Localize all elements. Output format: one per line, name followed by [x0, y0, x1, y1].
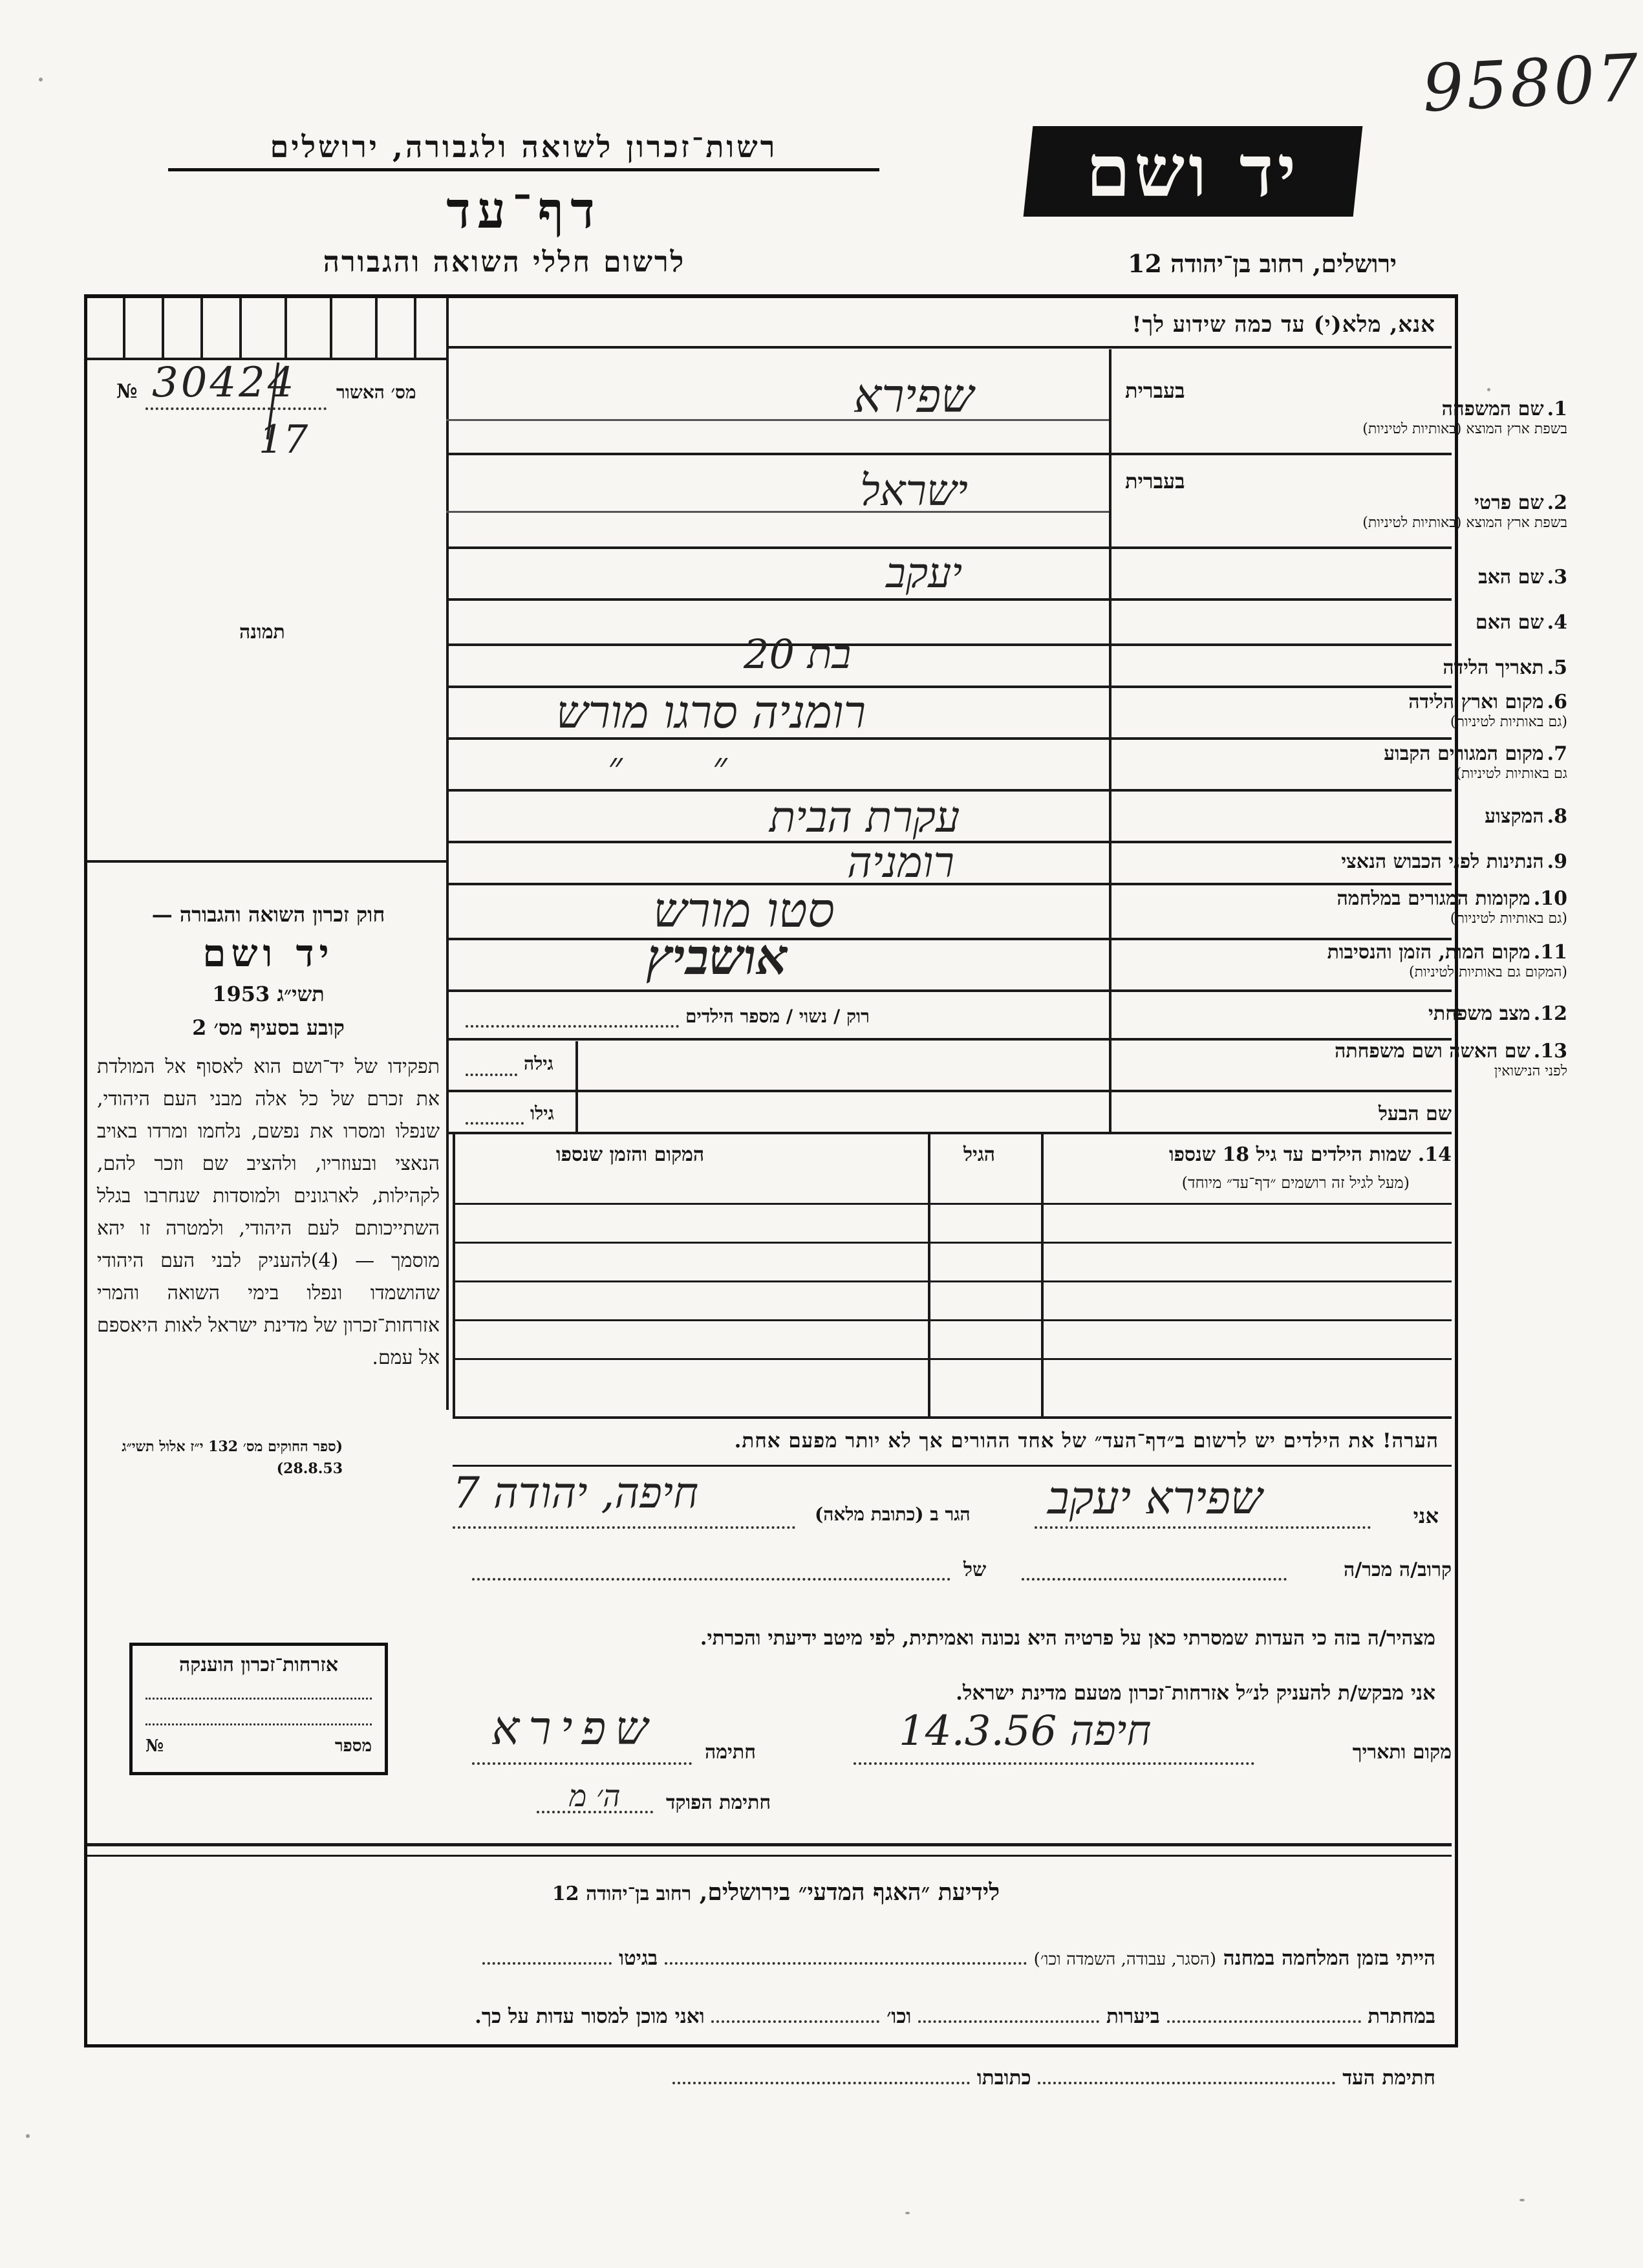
- declarant-address: חיפה, יהודה 7: [453, 1468, 699, 1518]
- field-num: 13.: [1533, 1040, 1567, 1063]
- field-num: 4.: [1547, 611, 1567, 634]
- field-sub: (גם באותיות לטיניות): [1450, 714, 1567, 730]
- field-wife-name: [1218, 1040, 1567, 1079]
- citizenship-no-symbol: №: [145, 1736, 164, 1756]
- field-label: שם המשפחה: [1441, 398, 1544, 420]
- field-sub: לפני הנישואין: [1494, 1063, 1567, 1079]
- form-title: דף־עד: [446, 181, 601, 240]
- marital-options: רוק / נשוי / מספר הילדים: [685, 1006, 870, 1027]
- value-birth-date: בת 20: [744, 631, 852, 678]
- field-sub: (גם באותיות לטיניות): [1450, 911, 1567, 927]
- field-num: 12.: [1533, 1002, 1567, 1025]
- value-last-name: שפירא: [854, 369, 974, 423]
- field-label: תאריך הלידה: [1443, 656, 1544, 679]
- form-subtitle: לרשום חללי השואה והגבורה: [323, 246, 686, 279]
- footer-line-3: [103, 2066, 1435, 2090]
- of-label: של: [963, 1559, 987, 1581]
- header-address: ירושלים, רחוב בן־יהודה 12: [1128, 249, 1397, 278]
- field-sub: בשפת ארץ המוצא (באותיות לטיניות): [1362, 421, 1567, 437]
- field-label: שם האב: [1478, 566, 1544, 589]
- officer-label: חתימת הפוקד: [666, 1791, 771, 1814]
- wife-age-label: גילה: [524, 1053, 553, 1074]
- approval-number: 30424: [152, 359, 297, 407]
- field-citizenship: [1218, 850, 1567, 873]
- footer-line-1: [103, 1947, 1435, 1970]
- footer-line2-c: וכו׳: [886, 2005, 912, 2028]
- field-num: 8.: [1547, 805, 1567, 828]
- residing-label: הגר ב (כתובת מלאה): [815, 1504, 971, 1525]
- footer-line-2: [103, 2005, 1435, 2028]
- field-num: 3.: [1547, 566, 1567, 589]
- value-death-place: אושביץ: [647, 928, 788, 986]
- in-hebrew-label-2: בעברית: [1125, 469, 1185, 493]
- declaration-request: אני מבקש/ת להעניק לנ״ל אזרחות־זכרון מטעם מדינת ישראל.: [956, 1681, 1435, 1705]
- footer-line3-b: כתובתו: [976, 2066, 1031, 2090]
- value-first-name: ישראל: [860, 466, 968, 515]
- declarant-name: שפירא יעקב: [1047, 1471, 1263, 1524]
- footer-line2-a: במחתרת: [1368, 2005, 1435, 2028]
- footer-line2-d: ואני מוכן למסור עדות על כך.: [475, 2005, 705, 2028]
- field-label: שם האם: [1475, 611, 1544, 634]
- field-label: מקום המגורים הקבוע: [1384, 742, 1544, 765]
- declaration-i-label: אני: [1413, 1504, 1439, 1528]
- yad-vashem-logo: [1024, 126, 1363, 217]
- field-label: מקום וארץ הלידה: [1408, 691, 1544, 713]
- place-date-value: חיפה 14.3.56: [899, 1707, 1152, 1755]
- field-mother-name: [1218, 611, 1567, 634]
- footer-line1-b: (הסגר, עבודה, השמדה וכו׳): [1033, 1950, 1216, 1969]
- field-num: 6.: [1547, 691, 1567, 713]
- age-header: הגיל: [963, 1143, 996, 1166]
- field-num: 11.: [1533, 941, 1567, 964]
- field-sub: (המקום גם באותיות לטיניות): [1409, 964, 1567, 980]
- citizenship-number-label: מספר: [334, 1736, 372, 1756]
- law-title: חוק זכרון השואה והגבורה —: [151, 902, 385, 927]
- field-label: שם פרטי: [1474, 491, 1544, 514]
- footer-notice-text: לידיעת ״האגף המדעי״ בירושלים,: [699, 1879, 1000, 1906]
- field-num: 7.: [1547, 742, 1567, 765]
- field-birth-date: [1218, 656, 1567, 679]
- field-residence: [1218, 742, 1567, 782]
- law-ref: (ספר החוקים מס׳ 132 י״ז אלול תשי״ג 28.8.53): [122, 1438, 343, 1477]
- field-father-name: [1218, 566, 1567, 589]
- husband-label: שם הבעל: [1378, 1103, 1452, 1125]
- children-note: הערה! את הילדים יש לרשום ב״דף־העד״ של אחד ההורים אך לא יותר מפעם אחת.: [734, 1429, 1439, 1453]
- field-sub: בשפת ארץ המוצא (באותיות לטיניות): [1362, 515, 1567, 531]
- relative-label: קרוב/ה מכר/ה: [1344, 1559, 1452, 1581]
- footer-line3-a: חתימת העד: [1342, 2066, 1435, 2090]
- field-label: שם האשה ושם משפחתה: [1335, 1040, 1530, 1063]
- photo-label: תמונה: [239, 621, 285, 643]
- logo-text: יד ושם: [1086, 129, 1300, 213]
- in-hebrew-label-1: בעברית: [1125, 378, 1185, 403]
- field-last-name: [1218, 398, 1567, 437]
- approval-no-symbol: №: [116, 380, 138, 403]
- signature-value: שפירא: [491, 1701, 658, 1755]
- husband-age-label: גילו: [530, 1103, 554, 1124]
- citizenship-box-title: אזרחות־זכרון הוענקה: [178, 1654, 339, 1676]
- field-label: המקצוע: [1485, 805, 1544, 828]
- field-birth-place: [1218, 691, 1567, 730]
- law-year: תשי״ג 1953: [212, 982, 325, 1006]
- approval-label: מס׳ האשור: [336, 382, 416, 403]
- field-sub: גם באותיות לטיניות): [1455, 766, 1567, 782]
- value-occupation: עקרת הבית: [769, 792, 960, 842]
- declaration-statement: מצהיר/ה בזה כי העדות שמסרתי כאן על פרטיה היא נכונה ואמיתית, לפי מיטב ידיעתי והכרתי.: [700, 1626, 1435, 1650]
- field-num: 5.: [1547, 656, 1567, 679]
- field-death-place: [1218, 941, 1567, 980]
- field-occupation: [1218, 805, 1567, 828]
- law-section: קובע בסעיף מס׳ 2: [192, 1015, 345, 1040]
- field-label: הנתינות לפני הכבוש הנאצי: [1341, 850, 1544, 873]
- children-title: [1169, 1143, 1452, 1166]
- value-citizenship: רומניה: [847, 837, 954, 887]
- field-marital-status: [1218, 1002, 1567, 1025]
- stamp-number: 95807: [1421, 39, 1643, 127]
- value-father-name: יעקב: [886, 550, 963, 598]
- field-num: 2.: [1547, 491, 1567, 514]
- value-residence: ״ ״: [608, 744, 766, 789]
- law-name: יד ושם: [202, 931, 334, 975]
- field-label: מקום המות, הזמן והנסיבות: [1327, 941, 1530, 964]
- field-label: מקומות המגורים במלחמה: [1337, 887, 1530, 910]
- field-num: 9.: [1547, 850, 1567, 873]
- footer-line1-c: בגיטו: [619, 1947, 658, 1970]
- field-first-name: [1218, 491, 1567, 531]
- field-wartime-residence: [1218, 887, 1567, 927]
- value-wartime-residence: סטו מורש: [653, 883, 835, 938]
- children-title-text: שמות הילדים עד גיל 18 שנספו: [1168, 1143, 1412, 1166]
- children-sub: (מעל לגיל זה רושמים ״דף־עד״ מיוחד): [1181, 1174, 1410, 1192]
- field-num: 10.: [1533, 887, 1567, 910]
- law-body: תפקידו של יד־ושם הוא לאסוף אל המולדת את זכרם של כל אלה מבני העם היהודי, שנפלו ומסרו את נפשם, נלחמו ומרדו באויב הנאצי ובעוזריו, ולהציב שם וזכר להם, לקהילות, לארגונים ולמוסדות שנחרבו בגלל השתייכותם לעם היהודי, ולמטרה זו יהא מוסמך — (4)להעניק לבני העם היהודי שהושמדו ונפלו בימי השואה והמרי אזרחות־זכרון של מדינת ישראל לאות היאספם אל עמם.: [97, 1055, 440, 1369]
- approval-sub-number: 17: [259, 417, 308, 462]
- citizenship-box: [129, 1643, 388, 1775]
- field-label: מצב משפחתי: [1428, 1002, 1530, 1025]
- footer-line2-b: ביערות: [1106, 2005, 1160, 2028]
- officer-signature: ה׳ מ: [569, 1778, 621, 1813]
- place-header: המקום והזמן שנספו: [556, 1143, 705, 1166]
- instruction: אנא, מלא(י) עד כמה שידוע לך!: [1132, 312, 1435, 338]
- place-date-label: מקום ותאריך: [1352, 1741, 1452, 1764]
- value-birth-place: רומניה סרגו מורש: [556, 686, 866, 739]
- footer-line1-a: הייתי בזמן המלחמה במחנה: [1223, 1947, 1435, 1970]
- footer-address: רחוב בן־יהודה 12: [552, 1883, 692, 1905]
- authority-title: רשות־זכרון לשואה ולגבורה, ירושלים: [168, 129, 879, 171]
- children-num: 14.: [1417, 1143, 1452, 1166]
- footer-notice: [323, 1879, 1229, 1906]
- signature-label: חתימה: [705, 1741, 756, 1764]
- field-num: 1.: [1547, 398, 1567, 420]
